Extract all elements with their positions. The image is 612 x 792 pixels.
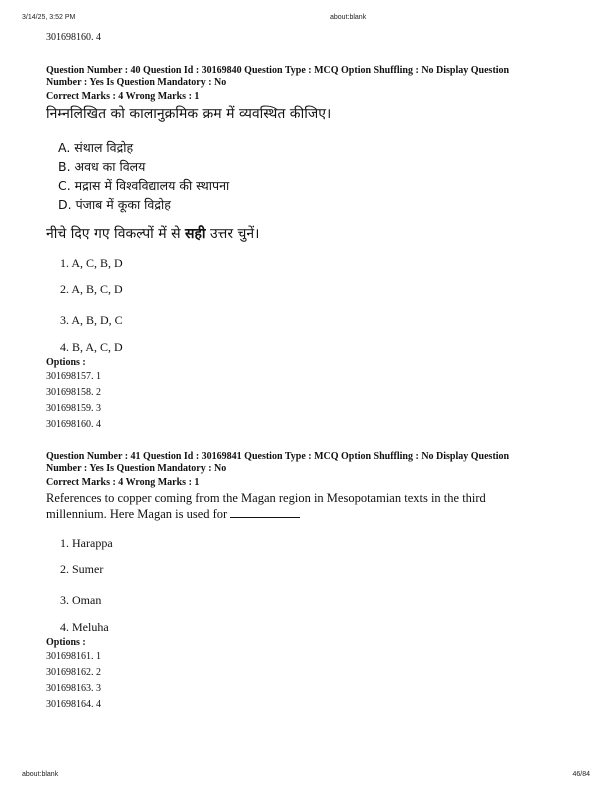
top-option-id: 301698160. 4	[46, 32, 101, 43]
instruction-post: उत्तर चुनें।	[205, 226, 260, 242]
question-40	[46, 65, 566, 433]
question-text-line1: References to copper coming from the Magan region in Mesopotamian texts in the third	[46, 491, 486, 505]
question-41	[46, 451, 566, 713]
question-text: निम्नलिखित को कालानुक्रमिक क्रम में व्यवस्थित कीजिए।	[46, 106, 332, 122]
options-label: Options :	[46, 357, 86, 368]
statement-item: C. मद्रास में विश्वविद्यालय की स्थापना	[58, 178, 230, 193]
header-title: about:blank	[330, 14, 367, 21]
option-item: 3. Oman	[60, 593, 102, 607]
header-datetime: 3/14/25, 3:52 PM	[22, 14, 76, 21]
question-marks: Correct Marks : 4 Wrong Marks : 1	[46, 477, 200, 488]
question-meta-line2: Number : Yes Is Question Mandatory : No	[46, 77, 227, 88]
option-item: 4. Meluha	[60, 620, 109, 634]
options-label: Options :	[46, 637, 86, 648]
option-id: 301698159. 3	[46, 403, 101, 414]
statement-item: D. पंजाब में कूका विद्रोह	[58, 197, 171, 212]
instruction-bold: सही	[185, 226, 206, 242]
options-list	[46, 530, 566, 634]
question-text-line2: millennium. Here Magan is used for	[46, 507, 228, 521]
statement-item: B. अवध का विलय	[58, 159, 146, 174]
option-id-list	[46, 369, 566, 433]
statement-list	[58, 138, 566, 214]
question-text	[46, 490, 566, 522]
option-id: 301698157. 1	[46, 371, 101, 382]
option-item: 4. B, A, C, D	[60, 340, 123, 354]
option-item: 2. A, B, C, D	[60, 282, 123, 296]
instruction-text	[46, 224, 566, 244]
option-id: 301698160. 4	[46, 419, 101, 430]
statement-item: A. संथाल विद्रोह	[58, 140, 134, 155]
question-meta-line1: Question Number : 41 Question Id : 30169841 Question Type : MCQ Option Shuffling : No Display Question	[46, 451, 510, 462]
option-id: 301698162. 2	[46, 667, 101, 678]
footer-url: about:blank	[22, 771, 59, 778]
option-id: 301698164. 4	[46, 699, 101, 710]
page-content	[46, 30, 566, 713]
option-id: 301698163. 3	[46, 683, 101, 694]
option-item: 1. Harappa	[60, 536, 113, 550]
option-id-list	[46, 649, 566, 713]
option-id: 301698161. 1	[46, 651, 101, 662]
option-item: 3. A, B, D, C	[60, 313, 123, 327]
options-list	[46, 250, 566, 354]
option-item: 1. A, C, B, D	[60, 256, 123, 270]
answer-blank	[230, 507, 300, 518]
question-meta-line2: Number : Yes Is Question Mandatory : No	[46, 463, 227, 474]
page-number: 46/84	[572, 771, 590, 778]
question-marks: Correct Marks : 4 Wrong Marks : 1	[46, 91, 200, 102]
option-item: 2. Sumer	[60, 562, 104, 576]
instruction-pre: नीचे दिए गए विकल्पों में से	[46, 226, 185, 242]
option-id: 301698158. 2	[46, 387, 101, 398]
question-meta-line1: Question Number : 40 Question Id : 30169840 Question Type : MCQ Option Shuffling : No Display Question	[46, 65, 510, 76]
